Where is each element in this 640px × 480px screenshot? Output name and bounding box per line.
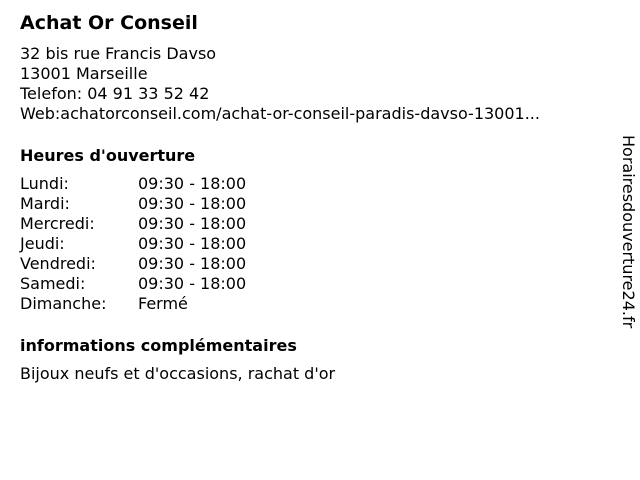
opening-hours-heading: Heures d'ouverture	[20, 146, 196, 165]
day-hours: 09:30 - 18:00	[138, 214, 247, 233]
day-hours: 09:30 - 18:00	[138, 194, 247, 213]
day-hours: 09:30 - 18:00	[138, 254, 247, 273]
business-card	[20, 10, 610, 384]
hours-row-wednesday	[20, 214, 610, 234]
business-name: Achat Or Conseil	[20, 12, 198, 34]
address-street: 32 bis rue Francis Davso	[20, 44, 217, 63]
day-label: Jeudi:	[20, 234, 65, 253]
opening-hours-list	[20, 174, 610, 314]
website-label: Web:	[20, 104, 61, 123]
day-hours: 09:30 - 18:00	[138, 274, 247, 293]
day-hours: 09:30 - 18:00	[138, 174, 247, 193]
website-link[interactable]: achatorconseil.com/achat-or-conseil-paradis-davso-13001...	[60, 104, 540, 123]
day-label: Vendredi:	[20, 254, 96, 273]
hours-row-monday	[20, 174, 610, 194]
day-label: Dimanche:	[20, 294, 107, 313]
day-hours: 09:30 - 18:00	[138, 234, 247, 253]
day-label: Lundi:	[20, 174, 69, 193]
additional-info-heading: informations complémentaires	[20, 336, 297, 355]
day-label: Mardi:	[20, 194, 70, 213]
additional-info-text: Bijoux neufs et d'occasions, rachat d'or	[20, 364, 336, 383]
hours-row-tuesday	[20, 194, 610, 214]
hours-row-sunday	[20, 294, 610, 314]
hours-row-friday	[20, 254, 610, 274]
address-city: 13001 Marseille	[20, 64, 148, 83]
day-label: Samedi:	[20, 274, 86, 293]
hours-row-thursday	[20, 234, 610, 254]
watermark-text: Horairesdouverture24.fr	[619, 135, 638, 329]
day-hours: Fermé	[138, 294, 188, 313]
phone-number: Telefon: 04 91 33 52 42	[20, 84, 210, 103]
hours-row-saturday	[20, 274, 610, 294]
day-label: Mercredi:	[20, 214, 95, 233]
website-row	[20, 104, 610, 124]
